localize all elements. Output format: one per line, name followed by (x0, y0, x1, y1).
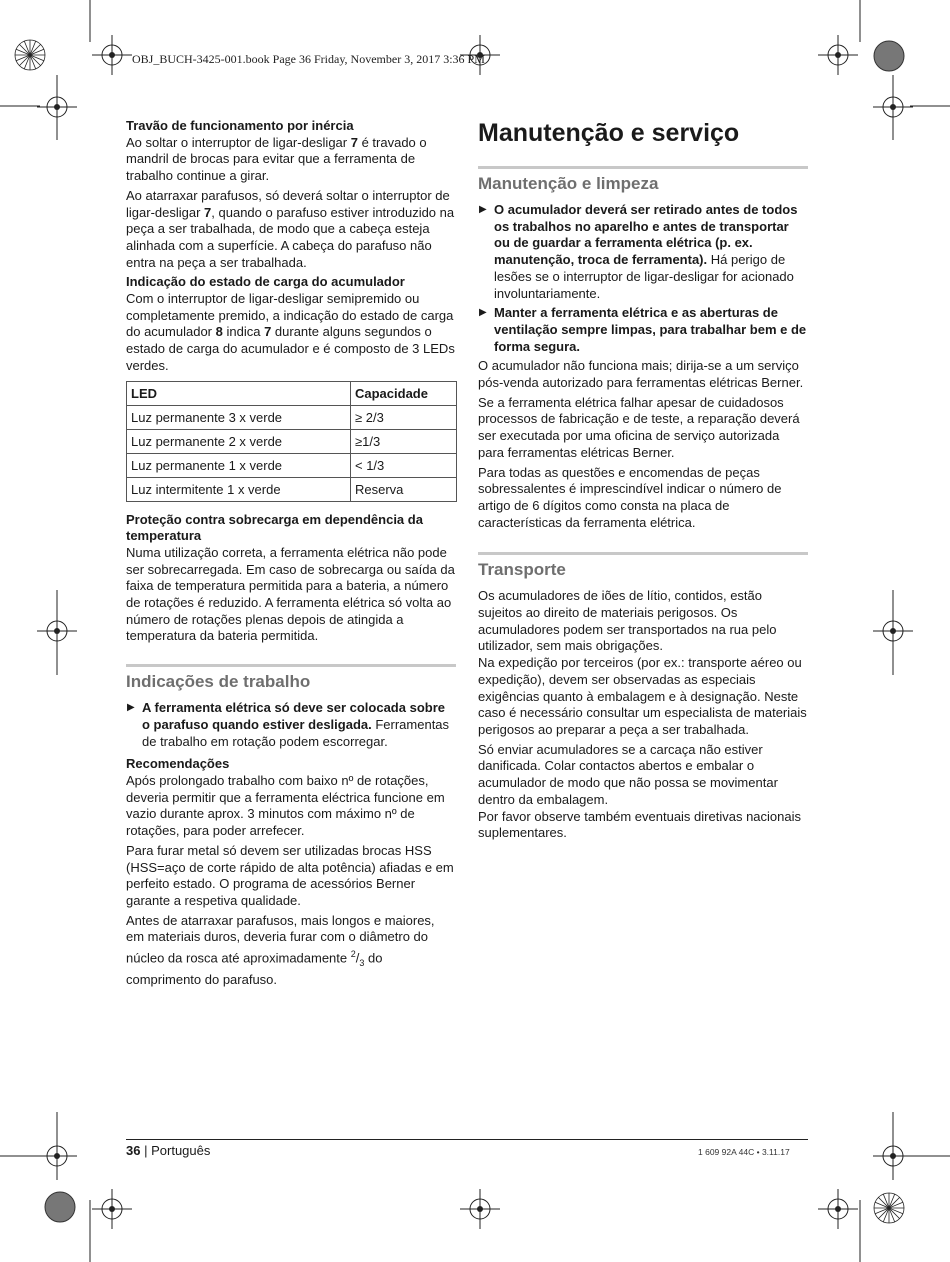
footer-document-code: 1 609 92A 44C • 3.11.17 (698, 1147, 790, 1157)
bullet-keep-clean: ▶ Manter a ferramenta elétrica e as aberturas de ventilação sempre limpas, para trabalhar bem e de forma segura. (479, 305, 807, 354)
charge-status-table (126, 381, 457, 502)
section-title-transport: Transporte (478, 552, 808, 580)
heading-charge-indicator: Indicação do estado de carga do acumulador (126, 274, 405, 290)
table-header-capacity: Capacidade (351, 381, 457, 405)
triangle-bullet-icon: ▶ (479, 204, 487, 215)
right-column (478, 118, 808, 845)
table-cell: Luz permanente 3 x verde (127, 405, 351, 429)
page-number: 36 (126, 1143, 141, 1158)
left-column (126, 118, 456, 991)
table-row (127, 477, 457, 501)
table-cell: ≥ 2/3 (351, 405, 457, 429)
paragraph-recommendation-1: Após prolongado trabalho com baixo nº de rotações, deveria permitir que a ferramenta eléctrica funcione em vazio durante aprox. 3 minutos com máximo nº de rotações, para poder arrefecer. (126, 772, 445, 839)
heading-inertia-brake: Travão de funcionamento por inércia (126, 118, 354, 133)
table-row (127, 405, 457, 429)
section-title-work-tips: Indicações de trabalho (126, 664, 456, 692)
table-row (127, 429, 457, 453)
paragraph-transport-4: Por favor observe também eventuais diretivas nacionais suplementares. (478, 808, 801, 841)
table-cell: Luz intermitente 1 x verde (127, 477, 351, 501)
paragraph-charge: Com o interruptor de ligar-desligar semipremido ou completamente premido, a indicação do estado de carga do acumulador 8 indica 7 durante alguns segundos o estado de carga do acumulador e é composto de 3 LEDs verdes. (126, 291, 455, 373)
table-header-led: LED (127, 381, 351, 405)
footer-rule (126, 1139, 808, 1140)
paragraph-overload: Numa utilização correta, a ferramenta elétrica não pode ser sobrecarregada. Em caso de sobrecarga ou saída da faixa de temperatura permitida para a bateria, a número de rotações é reduzido. A ferramenta elétrica só volta ao número de rotações plenas depois de atingida a temperatura da bateria permitida. (126, 544, 455, 644)
table-cell: < 1/3 (351, 453, 457, 477)
footer-page-info (126, 1143, 210, 1158)
table-row (127, 453, 457, 477)
table-cell: Reserva (351, 477, 457, 501)
heading-overload-protection: Proteção contra sobrecarga em dependência da temperatura (126, 511, 423, 544)
paragraph-transport-3: Só enviar acumuladores se a carcaça não estiver danificada. Colar contactos abertos e embalar o acumulador de modo que não possa se movimentar dentro da embalagem. (478, 741, 778, 807)
page-title: Manutenção e serviço (478, 119, 740, 147)
paragraph-maintenance-2: Se a ferramenta elétrica falhar apesar de cuidadosos processos de fabricação e de teste, a reparação deverá ser executada por uma oficina de serviço autorizada para ferramentas elétricas Berner. (478, 394, 800, 460)
print-header: OBJ_BUCH-3425-001.book Page 36 Friday, November 3, 2017 3:36 PM (132, 52, 485, 66)
footer-separator: | (144, 1143, 148, 1158)
triangle-bullet-icon: ▶ (127, 702, 135, 714)
heading-recommendations: Recomendações (126, 756, 230, 772)
paragraph-maintenance-1: O acumulador não funciona mais; dirija-se a um serviço pós-venda autorizado para ferramentas elétricas Berner. (478, 358, 804, 391)
paragraph-transport-2: Na expedição por terceiros (por ex.: transporte aéreo ou expedição), devem ser observadas as especiais exigências quanto à embalagem e à designação. Neste caso é necessário consultar um especialista de materiais perigosos ao preparar a peça a ser trabalhada. (478, 655, 807, 737)
paragraph-inertia-1: Ao soltar o interruptor de ligar-desligar 7 é travado o mandril de brocas para evitar que a ferramenta de trabalho continue a girar. (126, 134, 427, 184)
gray-target-bottom-left (45, 1192, 75, 1222)
table-cell: Luz permanente 2 x verde (127, 429, 351, 453)
triangle-bullet-icon: ▶ (479, 307, 487, 319)
table-cell: ≥1/3 (351, 429, 457, 453)
section-title-maintenance: Manutenção e limpeza (478, 166, 808, 194)
footer-language: Português (151, 1143, 211, 1158)
table-header-row (127, 381, 457, 405)
gray-target-top-right (874, 41, 904, 71)
paragraph-inertia-2: Ao atarraxar parafusos, só deverá soltar o interruptor de ligar-desligar 7, quando o parafuso estiver introduzido na peça a ser trabalhada, de modo que a cabeça esteja alinhada com a superfície. A cabeça do parafuso não entra na peça a ser trabalhada. (126, 187, 455, 270)
paragraph-transport-1: Os acumuladores de iões de lítio, contidos, estão sujeitos ao direito de materiais perigosos. Os acumuladores podem ser transportados na rua pelo utilizador, sem mais obrigações. (478, 588, 777, 654)
bullet-remove-battery: ▶ O acumulador deverá ser retirado antes de todos os trabalhos no aparelho e antes de transportar ou de guardar a ferramenta elétrica (p. ex. manutenção, troca de ferramenta). Há perigo de lesões se o interruptor de ligar-desligar for acionado involuntariamente. (479, 202, 798, 301)
bullet-work-tip: ▶ A ferramenta elétrica só deve ser colocada sobre o parafuso quando estiver desligada. Ferramentas de trabalho em rotação podem escorregar. (127, 700, 450, 749)
paragraph-maintenance-3: Para todas as questões e encomendas de peças sobressalentes é imprescindível indicar o número de artigo de 6 dígitos como consta na placa de características da ferramenta elétrica. (478, 464, 782, 530)
paragraph-recommendation-2: Para furar metal só devem ser utilizadas brocas HSS (HSS=aço de corte rápido de alta potência) afiadas e em perfeito estado. O programa de acessórios Berner garante a respetiva qualidade. (126, 842, 454, 908)
star-target-top-left (15, 40, 45, 70)
table-cell: Luz permanente 1 x verde (127, 453, 351, 477)
paragraph-recommendation-3: Antes de atarraxar parafusos, mais longos e maiores, em materiais duros, deveria furar com o diâmetro do núcleo da rosca até aproximadamente $^2/_3$ do comprimento do parafuso. (126, 912, 435, 987)
star-target-bottom-right (874, 1193, 904, 1223)
